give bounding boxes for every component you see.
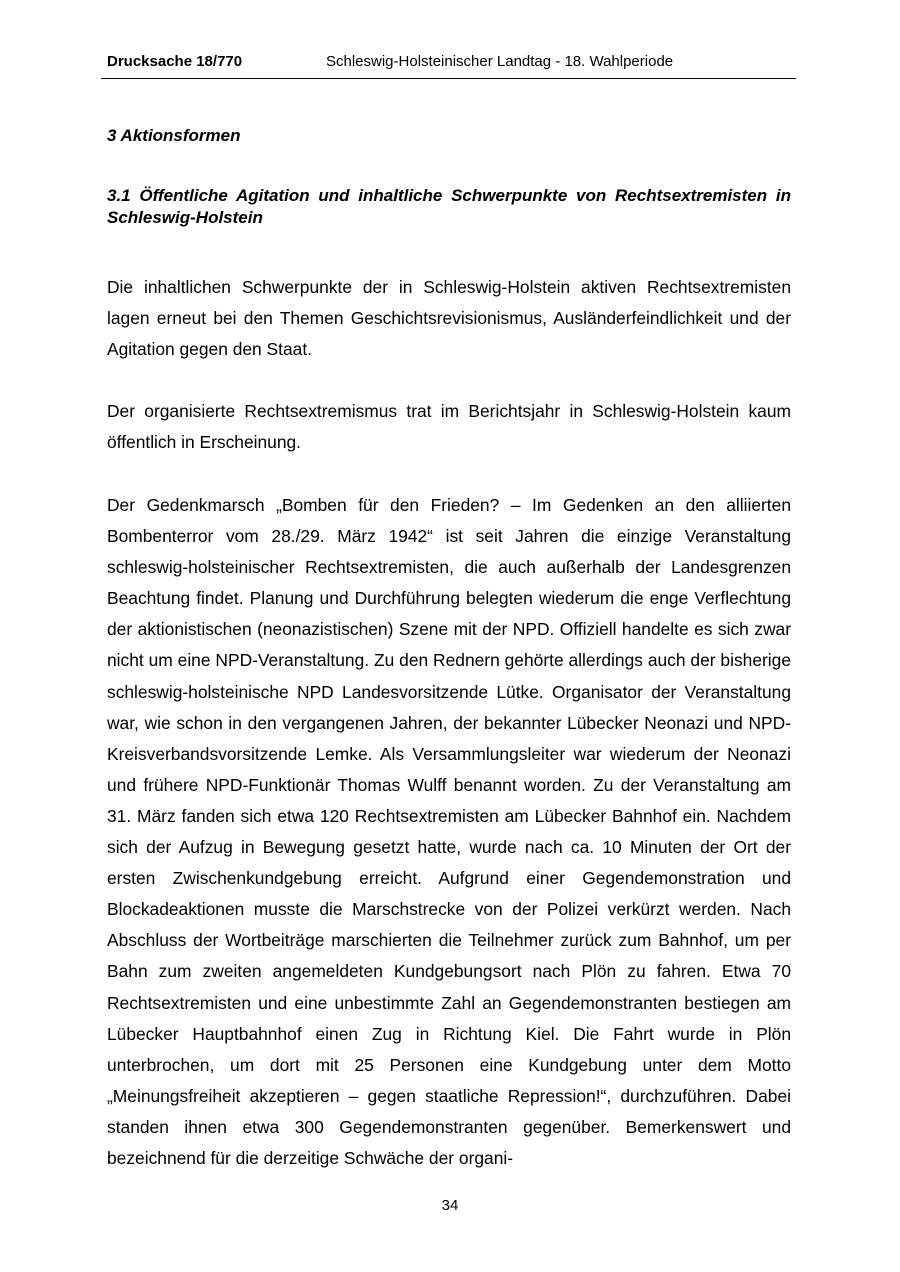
page-number: 34 (441, 1197, 459, 1214)
paragraph: Der organisierte Rechtsextremismus trat im Berichtsjahr in Schleswig-Holstein kaum öffentlich in Erscheinung. (107, 401, 791, 453)
paragraph: Die inhaltlichen Schwerpunkte der in Schleswig-Holstein aktiven Rechtsextremisten lagen erneut bei den Themen Geschichtsrevisionismus, Ausländerfeindlichkeit und der Agitation gegen den Staat. (107, 277, 791, 360)
page-header (101, 52, 796, 79)
subsection-heading: 3.1 Öffentliche Agitation und inhaltliche Schwerpunkte von Rechtsextremisten in Schleswig-Holstein (107, 186, 791, 227)
section-heading: 3 Aktionsformen (107, 126, 241, 145)
parliament-title: Schleswig-Holsteinischer Landtag - 18. Wahlperiode (326, 53, 674, 70)
document-number: Drucksache 18/770 (107, 53, 243, 70)
paragraph: Der Gedenkmarsch „Bomben für den Frieden? – Im Gedenken an den alliierten Bombenterror vom 28./29. März 1942“ ist seit Jahren die einzige Veranstaltung schleswig-holsteinischer Rechtsextremisten, die auch außerhalb der Landesgrenzen Beachtung findet. Planung und Durchführung belegten wiederum die enge Verflechtung der aktionistischen (neonazistischen) Szene mit der NPD. Offiziell handelte es sich zwar nicht um eine NPD-Veranstaltung. Zu den Rednern gehörte allerdings auch der bisherige schleswig-holsteinische NPD Landesvorsitzende Lütke. Organisator der Veranstaltung war, wie schon in den vergangenen Jahren, der bekannter Lübecker Neonazi und NPD-Kreisverbandsvorsitzende Lemke. Als Versammlungsleiter war wiederum der Neonazi und frühere NPD-Funktionär Thomas Wulff benannt worden. Zu der Veranstaltung am 31. März fanden sich etwa 120 Rechtsextremisten am Lübecker Bahnhof ein. Nachdem sich der Aufzug in Bewegung gesetzt hatte, wurde nach ca. 10 Minuten der Ort der ersten Zwischenkundgebung erreicht. Aufgrund einer Gegendemonstration und Blockadeaktionen musste die Marschstrecke von der Polizei verkürzt werden. Nach Abschluss der Wortbeiträge marschierten die Teilnehmer zurück zum Bahnhof, um per Bahn zum zweiten angemeldeten Kundgebungsort nach Plön zu fahren. Etwa 70 Rechtsextremisten und eine unbestimmte Zahl an Gegendemonstranten bestiegen am Lübecker Hauptbahnhof einen Zug in Richtung Kiel. Die Fahrt wurde in Plön unterbrochen, um dort mit 25 Personen eine Kundgebung unter dem Motto „Meinungsfreiheit akzeptieren – gegen staatliche Repression!“, durchzuführen. Dabei standen ihnen etwa 300 Gegendemonstranten gegenüber. Bemerkenswert und bezeichnend für die derzeitige Schwäche der organi- (107, 495, 791, 1168)
